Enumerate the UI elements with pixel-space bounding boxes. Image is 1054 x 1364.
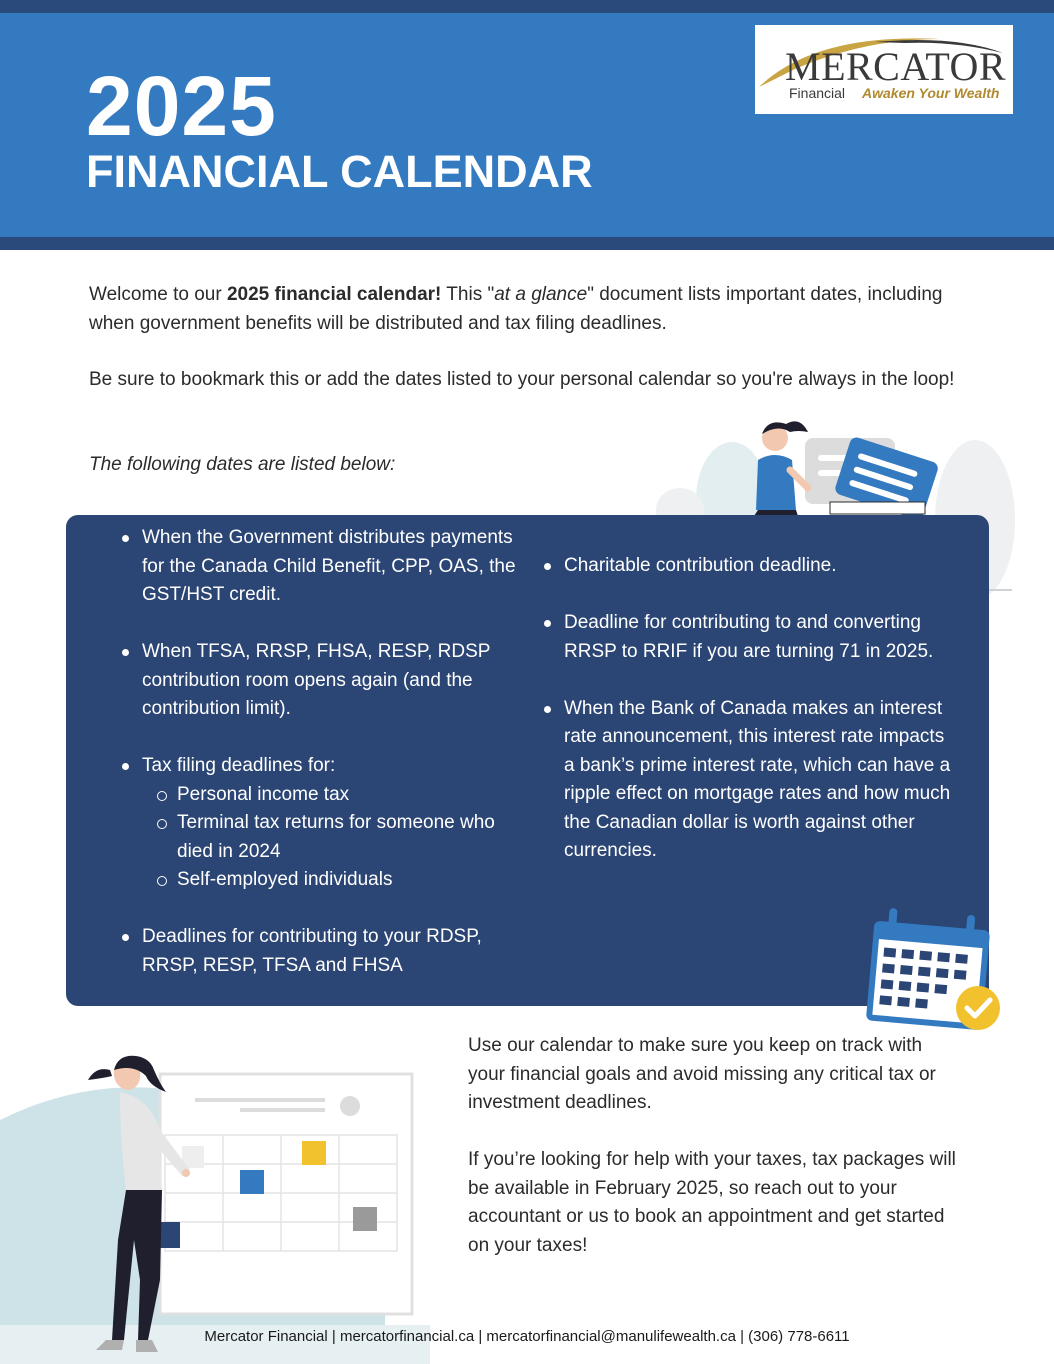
list-item: Charitable contribution deadline.: [542, 552, 952, 581]
closing-paragraph-2: If you’re looking for help with your taxes, tax packages will be available in February 2025, so reach out to your accountant or us to book an appointment and get started on your taxes!: [468, 1149, 956, 1256]
dates-list-left: [120, 524, 520, 980]
closing-paragraph-1: Use our calendar to make sure you keep on track with your financial goals and avoid missing any critical tax or investment deadlines.: [468, 1035, 936, 1113]
list-item: Deadline for contributing to and converting RRSP to RRIF if you are turning 71 in 2025.: [542, 609, 952, 666]
intro-paragraph-2: Be sure to bookmark this or add the dates listed to your personal calendar so you're always in the loop!: [89, 369, 955, 390]
tax-deadline-sublist: [155, 781, 520, 895]
page-title: FINANCIAL CALENDAR: [86, 146, 593, 197]
list-item: When the Government distributes payments for the Canada Child Benefit, CPP, OAS, the GST/HST credit.: [120, 524, 520, 610]
footer-contact: [0, 1328, 1054, 1345]
dates-list-right: [542, 552, 952, 866]
calendar-check-icon: [858, 905, 1008, 1040]
logo-tagline: Awaken Your Wealth: [862, 85, 1000, 101]
header-top-strip: [0, 0, 1054, 13]
mercator-logo: [755, 25, 1013, 114]
list-item: Deadlines for contributing to your RDSP, RRSP, RESP, TFSA and FHSA: [120, 923, 520, 980]
person-planner-illustration: [0, 1040, 430, 1364]
intro-paragraph-1: Welcome to our 2025 financial calendar! This "at a glance" document lists important dates, including when government benefits will be distributed and tax filing deadlines.: [89, 284, 943, 334]
logo-financial: Financial: [789, 85, 846, 101]
logo-wordmark: MERCATOR: [785, 44, 1007, 89]
header-bottom-strip: [0, 237, 1054, 250]
sub-list-item: Self-employed individuals: [155, 866, 520, 895]
sub-list-item: Personal income tax: [155, 781, 520, 810]
list-item: When the Bank of Canada makes an interest rate announcement, this interest rate impacts a bank’s prime interest rate, which can have a ripple effect on mortgage rates and how much the Canadian dollar is worth against other currencies.: [542, 695, 952, 866]
list-item: Tax filing deadlines for: Personal income tax Terminal tax returns for someone who died in 2024 Self-employed individuals: [120, 752, 520, 895]
footer-text: Mercator Financial | mercatorfinancial.ca | mercatorfinancial@manulifewealth.ca | (306) 778-6611: [204, 1328, 850, 1345]
sub-list-item: Terminal tax returns for someone who died in 2024: [155, 809, 520, 866]
intro-list-lead: The following dates are listed below:: [89, 454, 396, 475]
page-year: 2025: [86, 59, 277, 153]
list-item: When TFSA, RRSP, FHSA, RESP, RDSP contribution room opens again (and the contribution limit).: [120, 638, 520, 724]
